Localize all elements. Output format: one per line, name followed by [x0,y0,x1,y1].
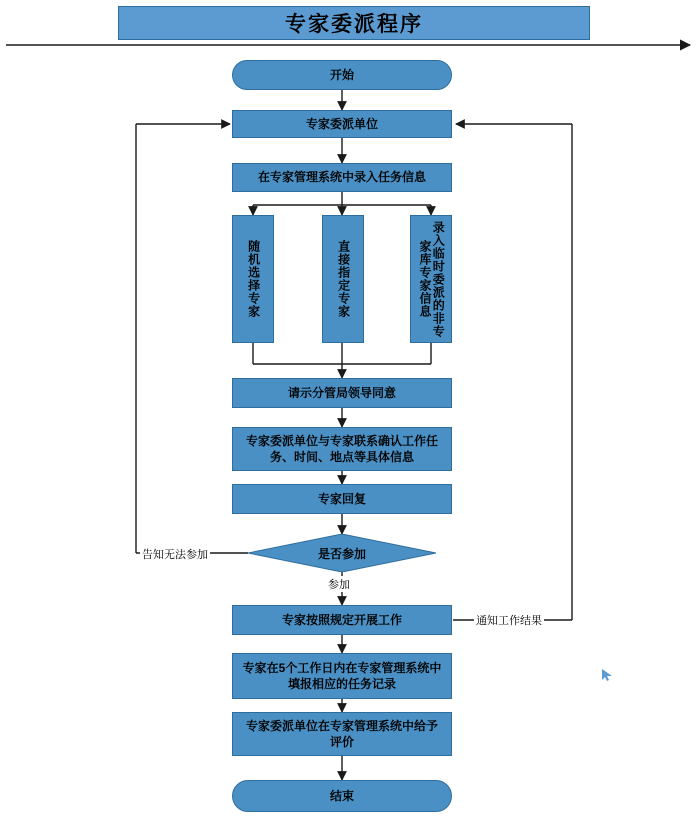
page-title: 专家委派程序 [118,6,590,40]
node-decision-participate[interactable] [248,534,436,572]
node-start[interactable] [232,60,452,90]
node-expert-reply-label: 专家回复 [317,491,366,506]
node-branch-direct[interactable] [322,215,364,343]
node-end-label: 结束 [329,788,354,803]
node-contact-expert[interactable] [232,427,452,471]
node-ask-leader[interactable] [232,378,452,408]
node-decision-participate-label: 是否参加 [317,546,366,561]
node-evaluate-label: 专家委派单位在专家管理系统中给予评价 [245,718,438,749]
edge-label-notify-result: 通知工作结果 [474,612,544,628]
node-input-task-label: 在专家管理系统中录入任务信息 [257,170,426,185]
node-fill-record-label: 专家在5个工作日内在专家管理系统中填报相应的任务记录 [242,660,442,691]
node-branch-random[interactable] [232,215,274,343]
node-contact-expert-label: 专家委派单位与专家联系确认工作任务、时间、地点等具体信息 [245,433,438,464]
node-dispatch-unit[interactable] [232,110,452,138]
node-branch-temp[interactable] [410,215,452,343]
node-start-label: 开始 [329,67,354,82]
edge-label-cannot-join: 告知无法参加 [140,546,210,562]
node-dispatch-unit-label: 专家委派单位 [305,116,378,131]
edge-label-join: 参加 [326,576,352,592]
node-fill-record[interactable] [232,653,452,699]
node-expert-reply[interactable] [232,484,452,514]
node-branch-direct-label: 直接指定专家 [336,240,351,318]
node-end[interactable] [232,780,452,812]
node-ask-leader-label: 请示分管局领导同意 [287,385,396,400]
node-branch-temp-label: 录入临时委派的非专家库专家信息 [418,220,446,338]
node-work-label: 专家按照规定开展工作 [281,612,402,627]
mouse-cursor-icon [602,668,614,680]
node-branch-random-label: 随机选择专家 [246,240,261,318]
node-input-task[interactable] [232,163,452,192]
node-work[interactable] [232,605,452,635]
node-evaluate[interactable] [232,712,452,756]
